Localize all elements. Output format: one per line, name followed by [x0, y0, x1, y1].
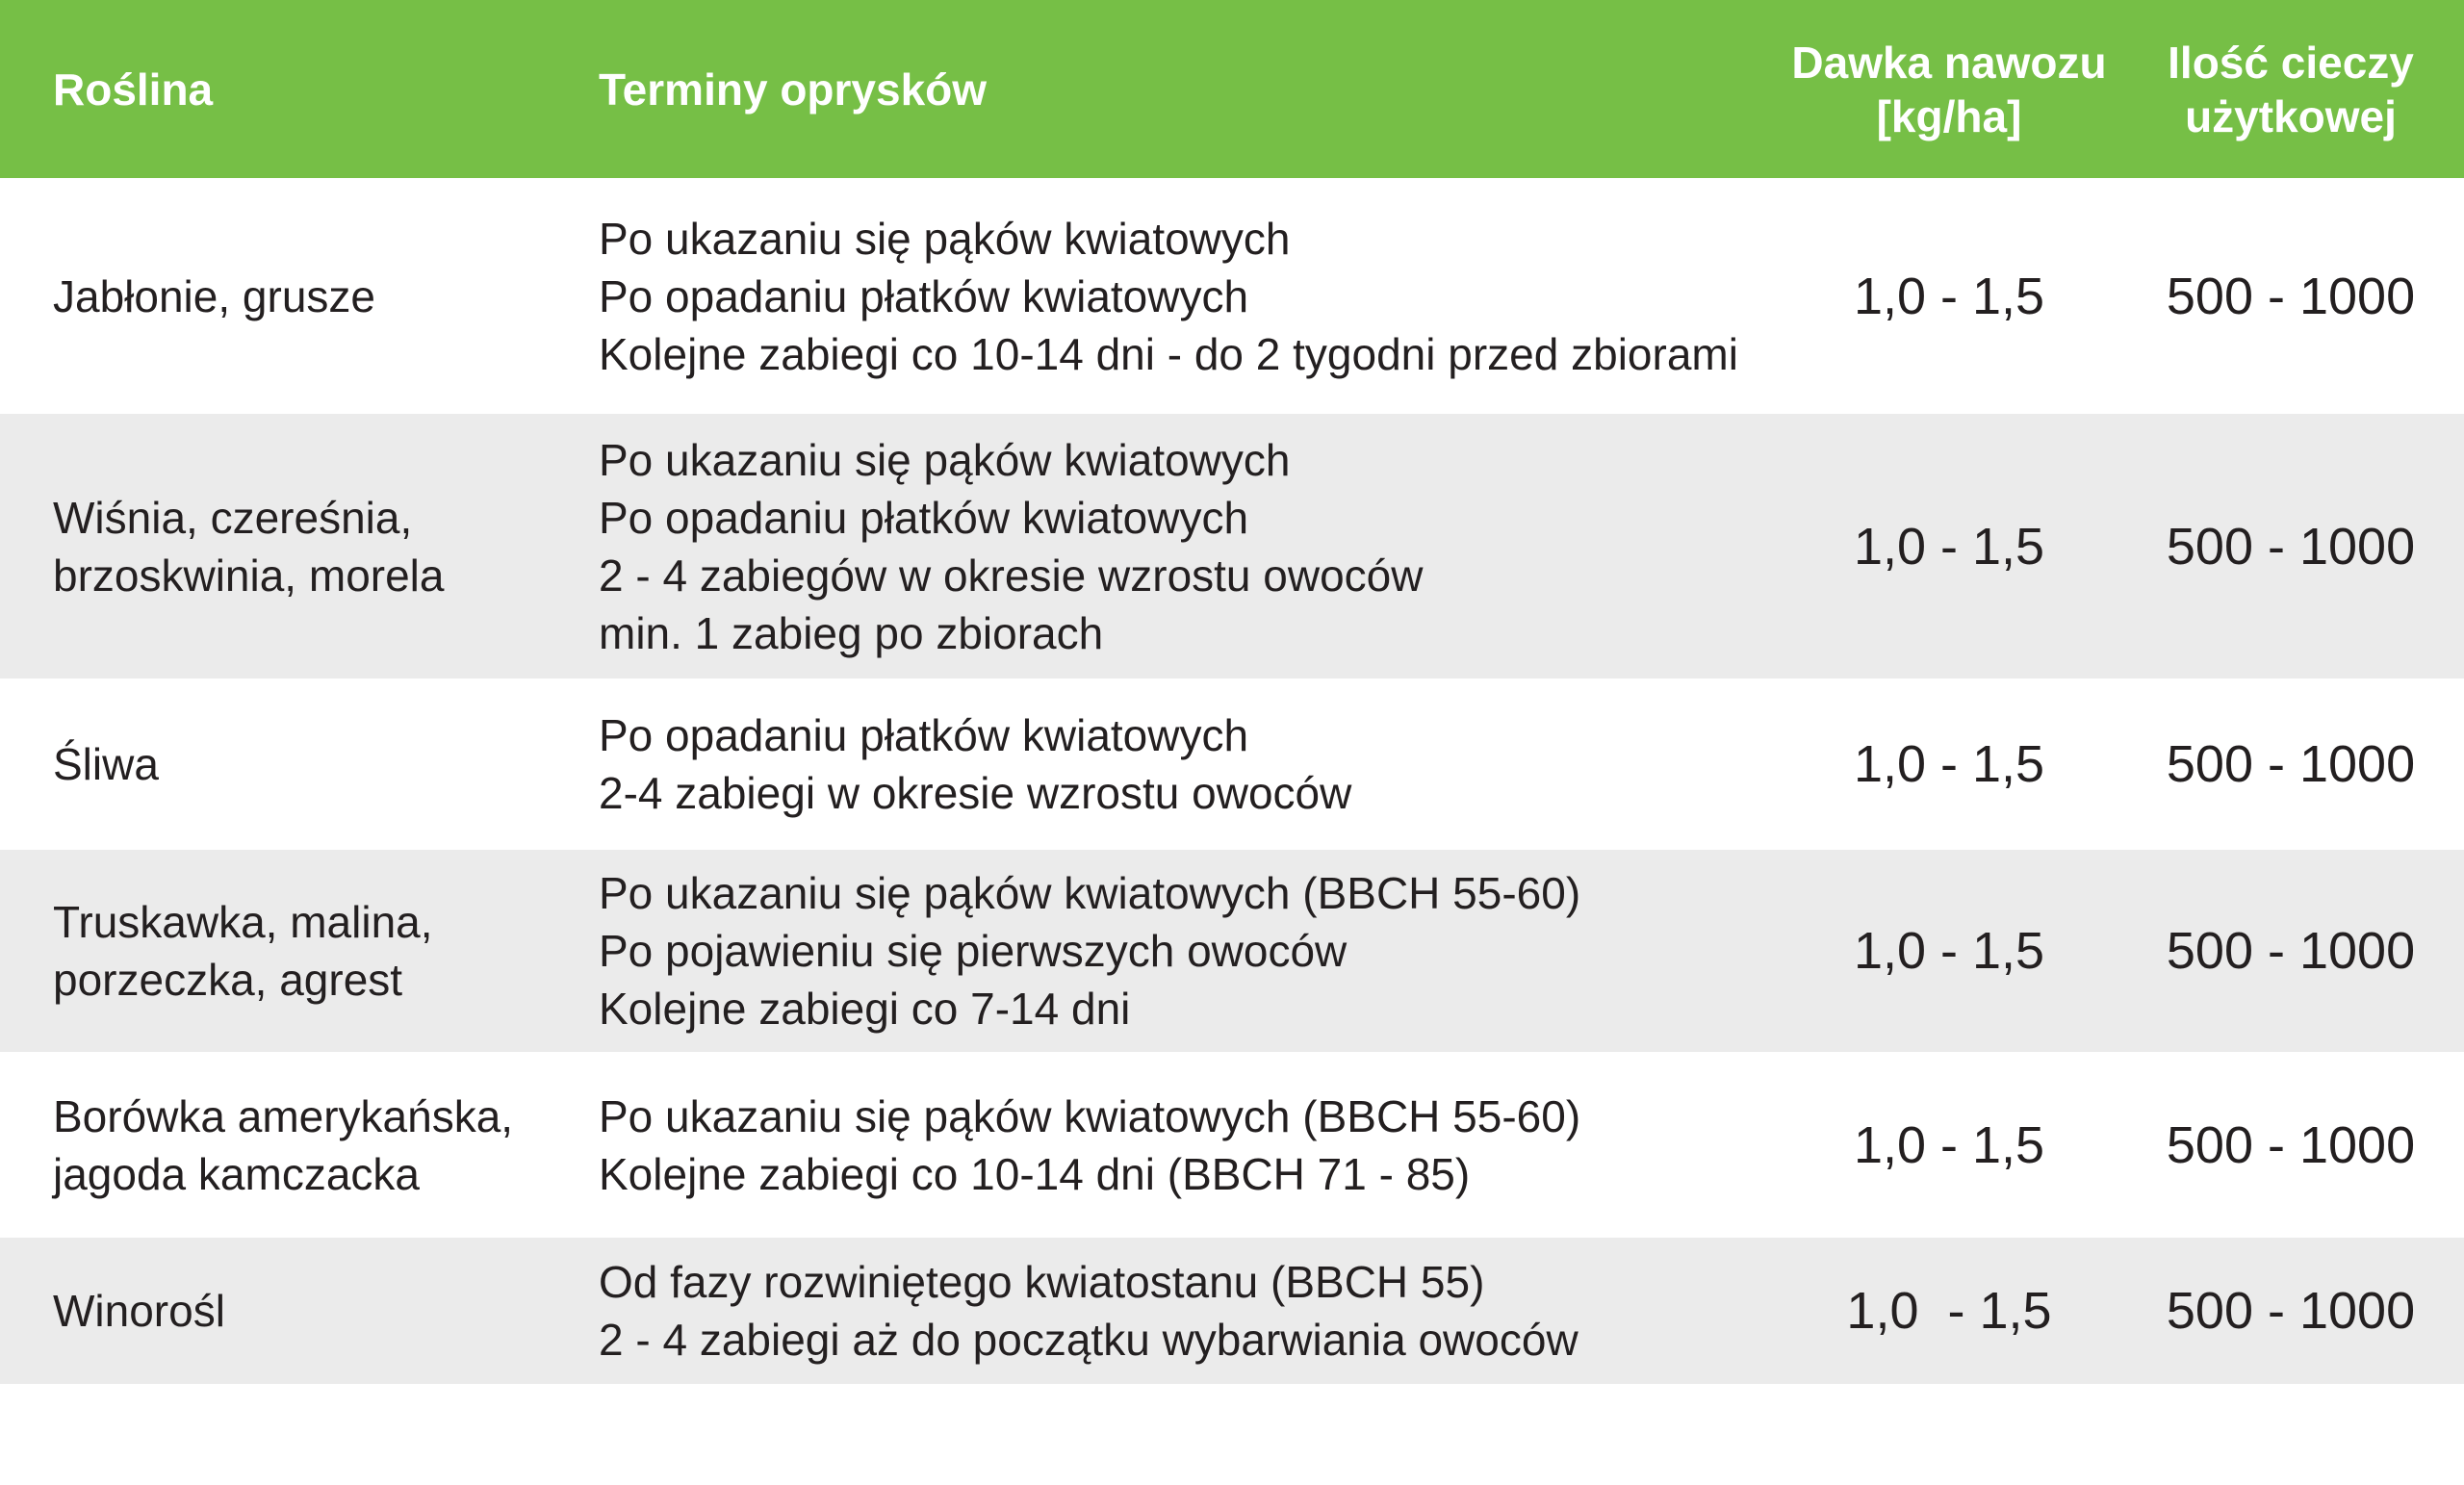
term-line: Kolejne zabiegi co 10-14 dni - do 2 tygodni przed zbiorami	[599, 328, 1738, 379]
table-row	[0, 414, 2464, 678]
dose-value: 1,0 - 1,5	[1853, 267, 2045, 325]
term-line: Po ukazaniu się pąków kwiatowych	[599, 213, 1291, 264]
terms-cell	[599, 1238, 1792, 1384]
terms-cell	[599, 178, 1792, 414]
liquid-value: 500 - 1000	[2166, 1115, 2416, 1174]
liquid-cell	[2137, 1238, 2445, 1384]
term-line: Po opadaniu płatków kwiatowych	[599, 492, 1249, 543]
term-line: Po opadaniu płatków kwiatowych	[599, 710, 1249, 760]
term-line: Po pojawieniu się pierwszych owoców	[599, 926, 1348, 976]
liquid-value: 500 - 1000	[2166, 267, 2416, 325]
header-dose-line: Dawka nawozu	[1791, 37, 2107, 88]
term-line: min. 1 zabieg po zbiorach	[599, 607, 1104, 658]
header-terms	[599, 0, 1792, 178]
table-row	[0, 678, 2464, 850]
plant-name: brzoskwinia, morela	[53, 550, 445, 601]
plant-name: Wiśnia, czereśnia,	[53, 492, 413, 543]
liquid-value: 500 - 1000	[2166, 1282, 2416, 1340]
liquid-cell	[2137, 678, 2445, 850]
term-line: 2 - 4 zabiegów w okresie wzrostu owoców	[599, 550, 1424, 601]
liquid-value: 500 - 1000	[2166, 735, 2416, 793]
term-line: Kolejne zabiegi co 10-14 dni (BBCH 71 - 85)	[599, 1148, 1471, 1199]
header-dose	[1771, 0, 2127, 178]
plant-cell	[53, 850, 573, 1052]
dose-value: 1,0 - 1,5	[1853, 922, 2045, 980]
plant-name: jagoda kamczacka	[53, 1148, 420, 1199]
term-line: Po opadaniu płatków kwiatowych	[599, 270, 1249, 321]
dose-value: 1,0 - 1,5	[1853, 1115, 2045, 1174]
term-line: Po ukazaniu się pąków kwiatowych (BBCH 55-60)	[599, 1090, 1581, 1141]
liquid-cell	[2137, 850, 2445, 1052]
table-row	[0, 850, 2464, 1052]
liquid-value: 500 - 1000	[2166, 517, 2416, 576]
plant-cell	[53, 1238, 573, 1384]
plant-cell	[53, 678, 573, 850]
plant-cell	[53, 414, 573, 678]
plant-name: Truskawka, malina,	[53, 897, 433, 947]
dose-cell	[1771, 1052, 2127, 1238]
dose-cell	[1771, 678, 2127, 850]
table-header	[0, 0, 2464, 178]
terms-cell	[599, 678, 1792, 850]
liquid-cell	[2137, 414, 2445, 678]
header-liquid-line: Ilość cieczy	[2168, 37, 2414, 88]
header-liquid-line: użytkowej	[2185, 90, 2397, 141]
dose-cell	[1771, 1238, 2127, 1384]
terms-cell	[599, 414, 1792, 678]
term-line: Od fazy rozwiniętego kwiatostanu (BBCH 55)	[599, 1257, 1485, 1307]
terms-cell	[599, 850, 1792, 1052]
header-terms-label: Terminy oprysków	[599, 64, 988, 115]
dose-value: 1,0 - 1,5	[1853, 735, 2045, 793]
table-row	[0, 1052, 2464, 1238]
term-line: Kolejne zabiegi co 7-14 dni	[599, 984, 1131, 1034]
plant-name: Jabłonie, grusze	[53, 270, 375, 321]
header-plant	[53, 0, 573, 178]
dose-cell	[1771, 850, 2127, 1052]
term-line: Po ukazaniu się pąków kwiatowych	[599, 434, 1291, 485]
header-plant-label: Roślina	[53, 64, 214, 115]
table-row	[0, 1238, 2464, 1384]
table-row	[0, 178, 2464, 414]
term-line: 2 - 4 zabiegi aż do początku wybarwiania owoców	[599, 1315, 1578, 1365]
terms-cell	[599, 1052, 1792, 1238]
dose-cell	[1771, 414, 2127, 678]
liquid-cell	[2137, 1052, 2445, 1238]
plant-cell	[53, 1052, 573, 1238]
term-line: 2-4 zabiegi w okresie wzrostu owoców	[599, 768, 1352, 818]
dose-value: 1,0 - 1,5	[1846, 1282, 2052, 1340]
plant-cell	[53, 178, 573, 414]
term-line: Po ukazaniu się pąków kwiatowych (BBCH 55-60)	[599, 868, 1581, 918]
dose-value: 1,0 - 1,5	[1853, 517, 2045, 576]
plant-name: porzeczka, agrest	[53, 955, 403, 1005]
dose-cell	[1771, 178, 2127, 414]
liquid-cell	[2137, 178, 2445, 414]
liquid-value: 500 - 1000	[2166, 922, 2416, 980]
header-dose-line: [kg/ha]	[1876, 90, 2022, 141]
header-liquid	[2137, 0, 2445, 178]
plant-name: Borówka amerykańska,	[53, 1090, 514, 1141]
plant-name: Śliwa	[53, 739, 159, 789]
plant-name: Winorośl	[53, 1286, 225, 1336]
